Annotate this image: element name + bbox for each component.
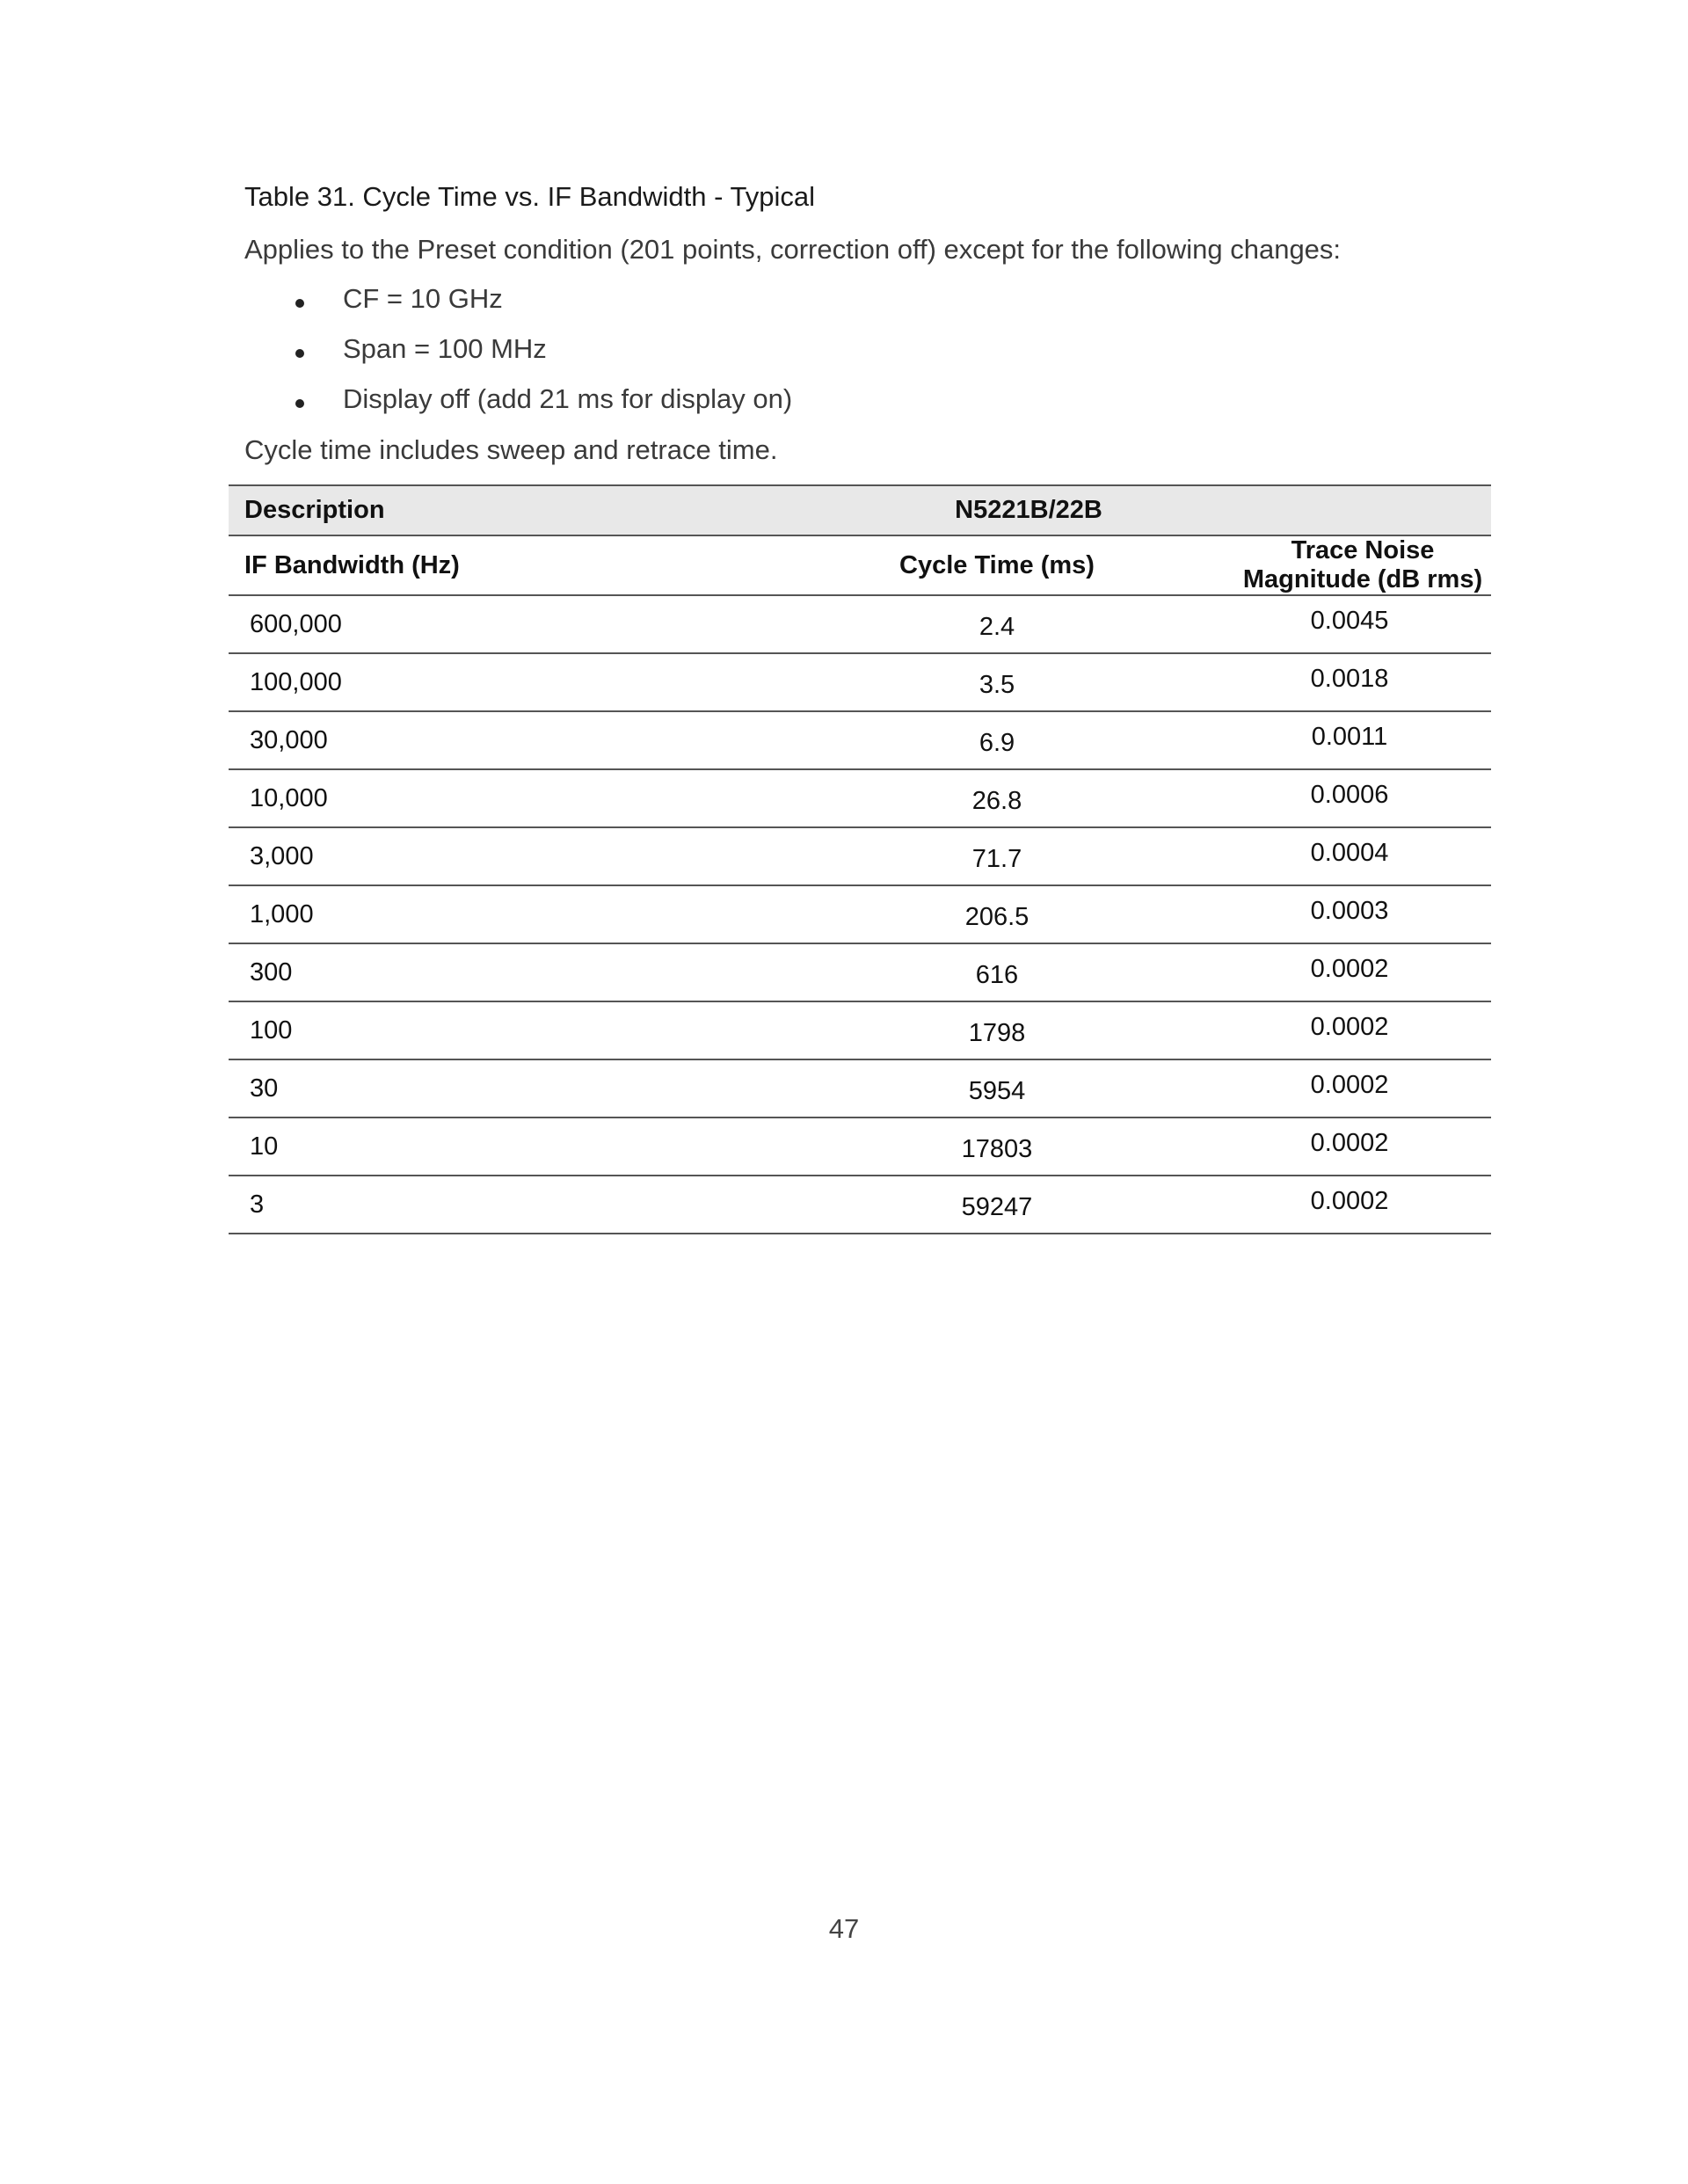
cycle-time-cell: 71.7	[971, 844, 1022, 873]
if-bandwidth-cell: 30,000	[250, 725, 328, 754]
if-bandwidth-cell: 300	[250, 957, 293, 986]
list-item-text: Span = 100 MHz	[343, 333, 547, 364]
cycle-time-note: Cycle time includes sweep and retrace time.	[244, 434, 778, 465]
trace-noise-cell: 0.0004	[1310, 838, 1389, 867]
trace-noise-cell: 0.0002	[1310, 954, 1389, 983]
table-row	[229, 769, 1491, 827]
cycle-time-cell: 26.8	[971, 786, 1022, 815]
trace-noise-cell: 0.0002	[1310, 1128, 1389, 1157]
if-bandwidth-cell: 100,000	[250, 667, 342, 696]
trace-noise-cell: 0.0006	[1310, 780, 1389, 809]
cycle-time-cell: 616	[975, 960, 1019, 989]
cycle-time-cell: 1798	[968, 1018, 1026, 1047]
table-row	[229, 1117, 1491, 1176]
table-header-row	[229, 535, 1491, 595]
trace-noise-cell: 0.0045	[1310, 606, 1389, 635]
table-description-row	[229, 485, 1491, 535]
description-header: Description	[244, 496, 385, 524]
if-bandwidth-cell: 30	[250, 1074, 279, 1103]
table-row	[229, 1059, 1491, 1117]
table-row	[229, 653, 1491, 711]
table-row	[229, 595, 1491, 653]
bullet-icon	[295, 299, 304, 308]
if-bandwidth-cell: 3	[250, 1190, 265, 1219]
trace-noise-cell: 0.0018	[1310, 664, 1389, 693]
column-header: IF Bandwidth (Hz)	[244, 550, 460, 579]
cycle-time-cell: 2.4	[979, 612, 1015, 641]
bullet-icon	[295, 399, 304, 408]
cycle-time-cell: 5954	[968, 1076, 1026, 1105]
if-bandwidth-cell: 10,000	[250, 783, 328, 812]
table-row	[229, 711, 1491, 769]
trace-noise-cell: 0.0011	[1311, 722, 1388, 751]
table-body	[229, 595, 1491, 1234]
column-header: Trace Noise Magnitude (dB rms)	[1242, 536, 1483, 593]
cycle-time-table	[229, 484, 1491, 1234]
model-header: N5221B/22B	[955, 496, 1102, 524]
table-row	[229, 827, 1491, 885]
list-item-text: CF = 10 GHz	[343, 283, 503, 314]
column-header: Cycle Time (ms)	[899, 550, 1095, 579]
trace-noise-cell: 0.0002	[1310, 1012, 1389, 1041]
trace-noise-cell: 0.0002	[1310, 1070, 1389, 1099]
table-row	[229, 943, 1491, 1001]
if-bandwidth-cell: 3,000	[250, 841, 314, 870]
cycle-time-cell: 17803	[961, 1134, 1033, 1163]
cycle-time-cell: 3.5	[979, 670, 1015, 699]
bullet-icon	[295, 349, 304, 358]
page-number: 47	[828, 1913, 860, 1944]
trace-noise-cell: 0.0003	[1310, 896, 1389, 925]
table-row	[229, 1176, 1491, 1234]
table-row	[229, 1001, 1491, 1059]
cycle-time-cell: 59247	[961, 1192, 1033, 1221]
list-item-text: Display off (add 21 ms for display on)	[343, 383, 793, 414]
cycle-time-cell: 6.9	[979, 728, 1015, 757]
trace-noise-cell: 0.0002	[1310, 1186, 1389, 1215]
if-bandwidth-cell: 100	[250, 1016, 293, 1045]
table-row	[229, 885, 1491, 943]
cycle-time-cell: 206.5	[964, 902, 1030, 931]
table-caption: Table 31. Cycle Time vs. IF Bandwidth - Typical	[244, 181, 815, 212]
if-bandwidth-cell: 1,000	[250, 899, 314, 928]
applies-text: Applies to the Preset condition (201 points, correction off) except for the following changes:	[244, 234, 1342, 265]
if-bandwidth-cell: 600,000	[250, 609, 342, 638]
if-bandwidth-cell: 10	[250, 1132, 279, 1161]
